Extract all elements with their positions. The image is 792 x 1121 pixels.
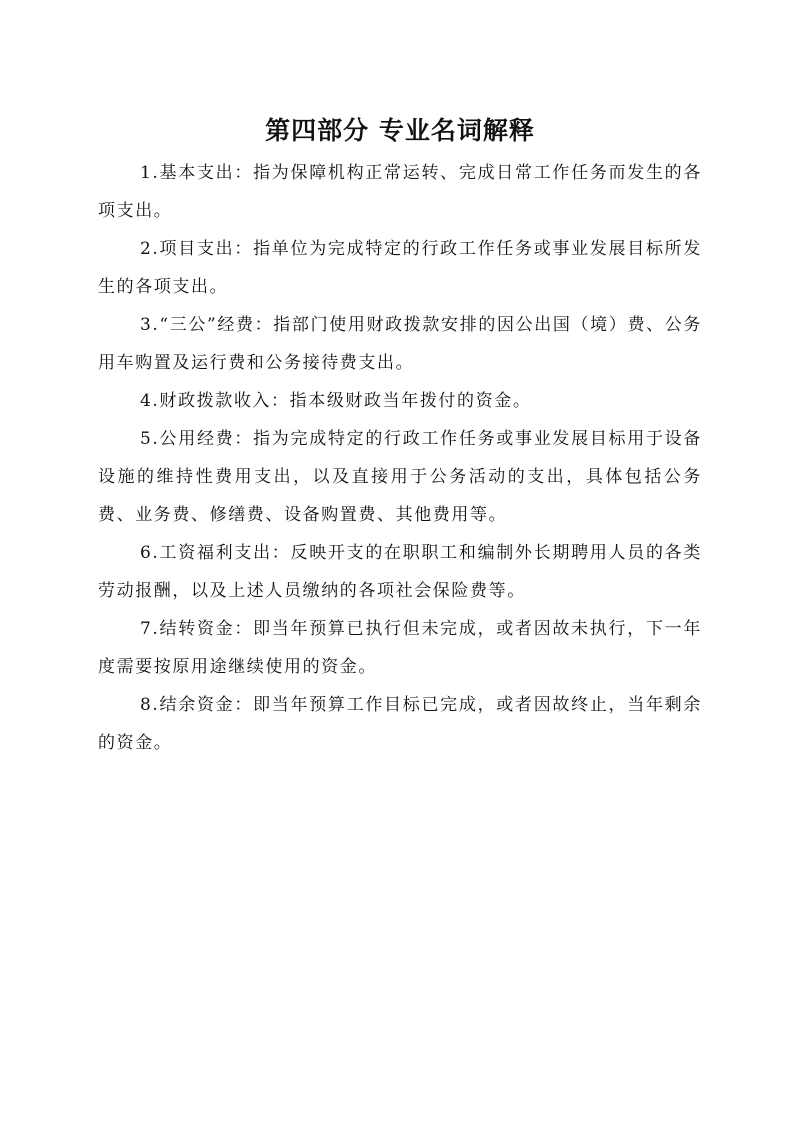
definition-text: 指部门使用财政拨款安排的因公出国（境）费、公务用车购置及运行费和公务接待费支出。 (98, 315, 702, 373)
definition-item (98, 610, 702, 686)
definition-item (98, 230, 702, 306)
definition-term: 1.基本支出： (140, 163, 254, 183)
definition-term: 7.结转资金： (140, 619, 254, 639)
definition-text: 反映开支的在职职工和编制外长期聘用人员的各类劳动报酬，以及上述人员缴纳的各项社会保险费等。 (98, 543, 702, 601)
definition-term: 3.“三公”经费： (140, 315, 274, 335)
definition-text: 即当年预算工作目标已完成，或者因故终止，当年剩余的资金。 (98, 695, 702, 753)
definition-term: 6.工资福利支出： (140, 543, 291, 563)
definition-text: 指单位为完成特定的行政工作任务或事业发展目标所发生的各项支出。 (98, 239, 702, 297)
page-title: 第四部分 专业名词解释 (265, 116, 535, 145)
definition-text: 指本级财政当年拨付的资金。 (289, 391, 532, 411)
definition-item (98, 420, 702, 534)
definition-text: 即当年预算已执行但未完成，或者因故未执行，下一年度需要按原用途继续使用的资金。 (98, 619, 702, 677)
definition-item (98, 306, 702, 382)
definition-item (98, 154, 702, 230)
definition-text: 指为保障机构正常运转、完成日常工作任务而发生的各项支出。 (98, 163, 702, 221)
definition-item (98, 534, 702, 610)
document-page (98, 112, 702, 762)
definition-text: 指为完成特定的行政工作任务或事业发展目标用于设备设施的维持性费用支出，以及直接用于公务活动的支出，具体包括公务费、业务费、修缮费、设备购置费、其他费用等。 (98, 429, 702, 525)
definition-term: 5.公用经费： (140, 429, 254, 449)
definition-term: 8.结余资金： (140, 695, 254, 715)
definition-item (98, 382, 702, 420)
definition-term: 4.财政拨款收入： (140, 391, 290, 411)
definition-item (98, 686, 702, 762)
definition-term: 2.项目支出： (140, 239, 254, 259)
